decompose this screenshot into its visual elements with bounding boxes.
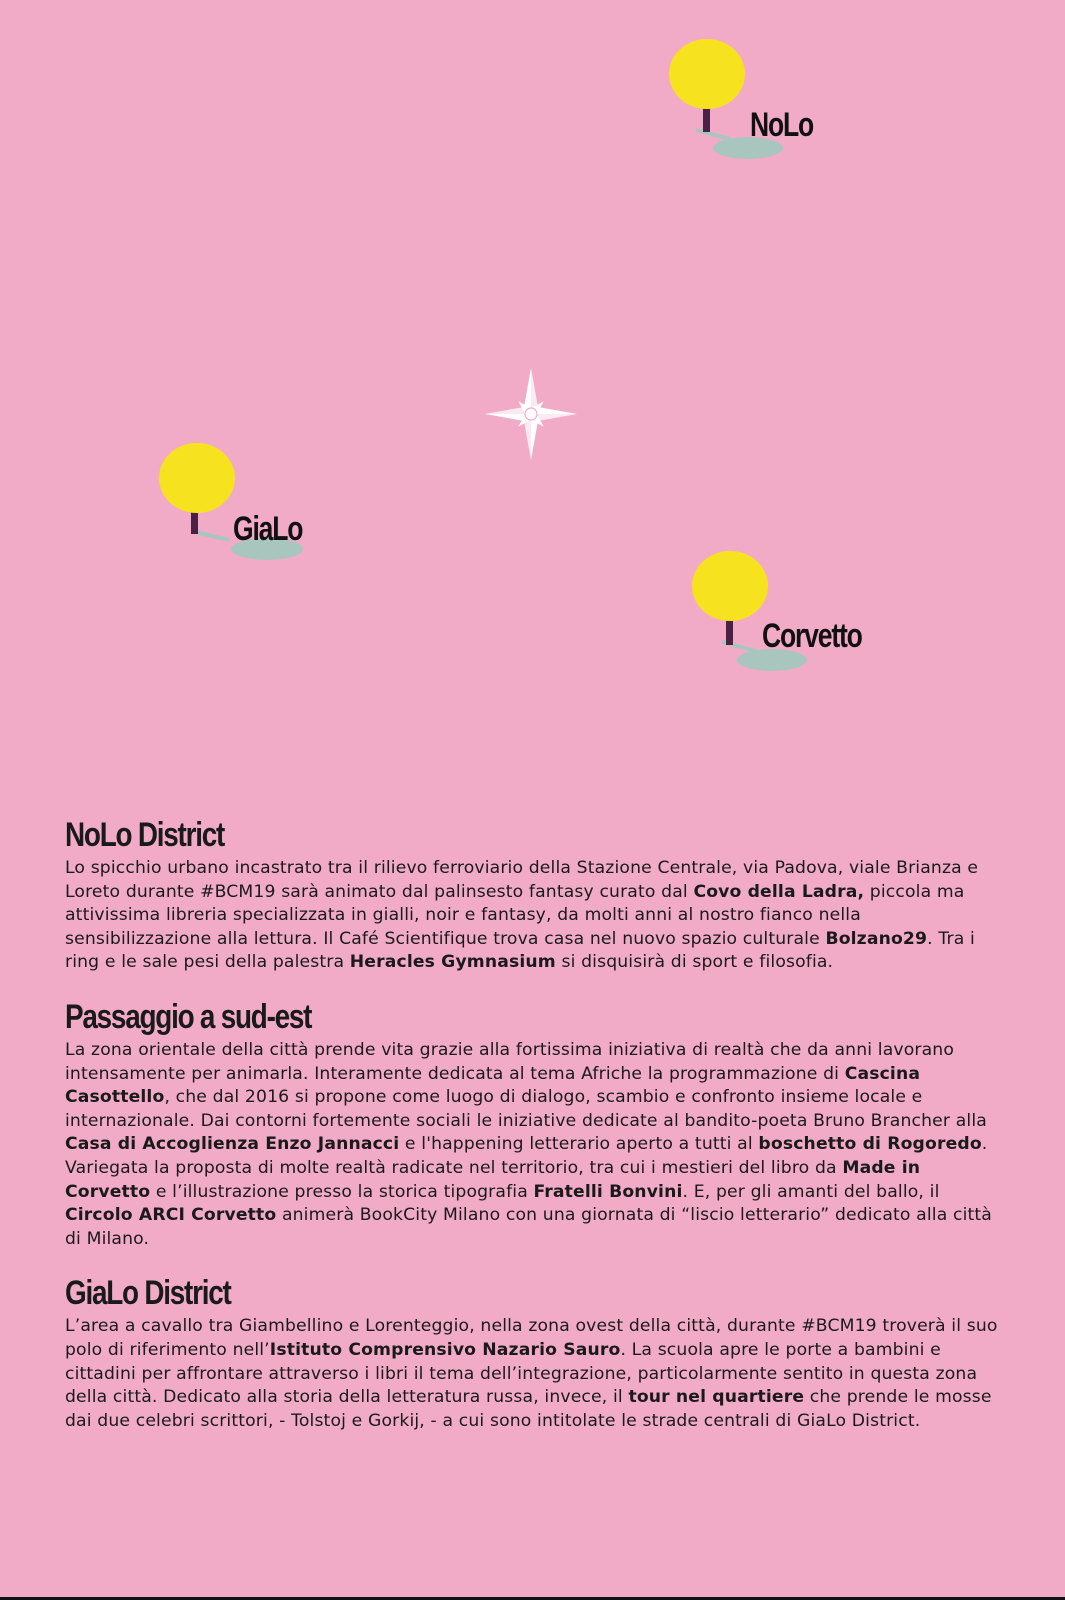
section-nolo-district xyxy=(65,815,1000,975)
section-title: GiaLo District xyxy=(65,1274,231,1313)
body-text: , che dal 2016 si propone come luogo di dialogo, scambio e confronto insieme locale e internazionale. Dai contorni fortemente sociali le iniziative dedicate al bandito-poeta Bruno Brancher alla xyxy=(65,1087,987,1131)
compass-rose-icon xyxy=(485,368,577,460)
highlighted-venue: Heracles Gymnasium xyxy=(349,952,556,973)
pin-label: GiaLo xyxy=(233,510,303,548)
body-text: e l'happening letterario aperto a tutti al xyxy=(399,1134,759,1155)
highlighted-venue: tour nel quartiere xyxy=(628,1387,805,1408)
highlighted-venue: Istituto Comprensivo Nazario Sauro xyxy=(269,1339,621,1360)
body-text: Lo spicchio urbano incastrato tra il rilievo ferroviario della Stazione Centrale, via Padova, viale Brianza e Loreto durante #BCM19 sarà animato dal palinsesto fantasy curato dal xyxy=(65,858,979,902)
highlighted-venue: Covo della Ladra, xyxy=(693,881,865,902)
map-pin-nolo[interactable] xyxy=(668,38,898,178)
pin-label: NoLo xyxy=(750,106,814,144)
map-pin-corvetto[interactable] xyxy=(692,551,922,691)
highlighted-venue: Fratelli Bonvini xyxy=(533,1181,683,1202)
body-text: . La scuola apre le porte a bambini e cittadini per affrontare attraverso i libri il tema dell’integrazione, particolarmente sentito in questa zona della città. Dedicato alla storia della letteratura russa, invece, il xyxy=(65,1339,978,1408)
body-text: piccola ma attivissima libreria specializzata in gialli, noir e fantasy, da molti anni al nostro fianco nella sensibilizzazione alla lettura. Il Café Scientifique trova casa nel nuovo spazio culturale xyxy=(65,881,965,949)
body-text: e l’illustrazione presso la storica tipografia xyxy=(150,1181,534,1202)
body-text: L’area a cavallo tra Giambellino e Lorenteggio, nella zona ovest della città, durante #BCM19 troverà il suo polo di riferimento nell’ xyxy=(65,1316,998,1360)
body-text: . Variegata la proposta di molte realtà radicate nel territorio, tra cui i mestieri del libro da xyxy=(65,1134,988,1178)
section-title: Passaggio a sud-est xyxy=(65,997,312,1036)
section-gialo-district xyxy=(65,1273,1000,1433)
highlighted-venue: Casa di Accoglienza Enzo Jannacci xyxy=(65,1134,400,1155)
highlighted-venue: boschetto di Rogoredo xyxy=(758,1134,982,1155)
body-text: . Tra i ring e le sale pesi della palestra xyxy=(65,928,975,973)
body-text: La zona orientale della città prende vita grazie alla fortissima iniziativa di realtà che da anni lavorano intensamente per animarla. Interamente dedicata al tema Afriche la programmazione di xyxy=(65,1039,954,1084)
highlighted-venue: Cascina Casottello xyxy=(65,1063,921,1108)
map-pin-gialo[interactable] xyxy=(159,444,389,584)
body-text: . E, per gli amanti del ballo, il xyxy=(682,1181,940,1202)
district-descriptions xyxy=(65,815,1000,1455)
highlighted-venue: Made in Corvetto xyxy=(65,1157,921,1202)
body-text: animerà BookCity Milano con una giornata di “liscio letterario” dedicato alla città di Milano. xyxy=(65,1205,992,1249)
body-text: si disquisirà di sport e filosofia. xyxy=(555,952,834,973)
body-text: che prende le mosse dai due celebri scrittori, - Tolstoj e Gorkij, - a cui sono intitolate le strade centrali di GiaLo District. xyxy=(65,1387,992,1431)
section-passaggio-sud-est xyxy=(65,997,1000,1251)
section-body xyxy=(65,857,1000,975)
section-title: NoLo District xyxy=(65,816,225,854)
highlighted-venue: Bolzano29 xyxy=(825,928,928,949)
section-body xyxy=(65,1039,1000,1251)
section-body xyxy=(65,1315,1000,1433)
highlighted-venue: Circolo ARCI Corvetto xyxy=(65,1205,277,1226)
pin-label: Corvetto xyxy=(762,617,862,655)
